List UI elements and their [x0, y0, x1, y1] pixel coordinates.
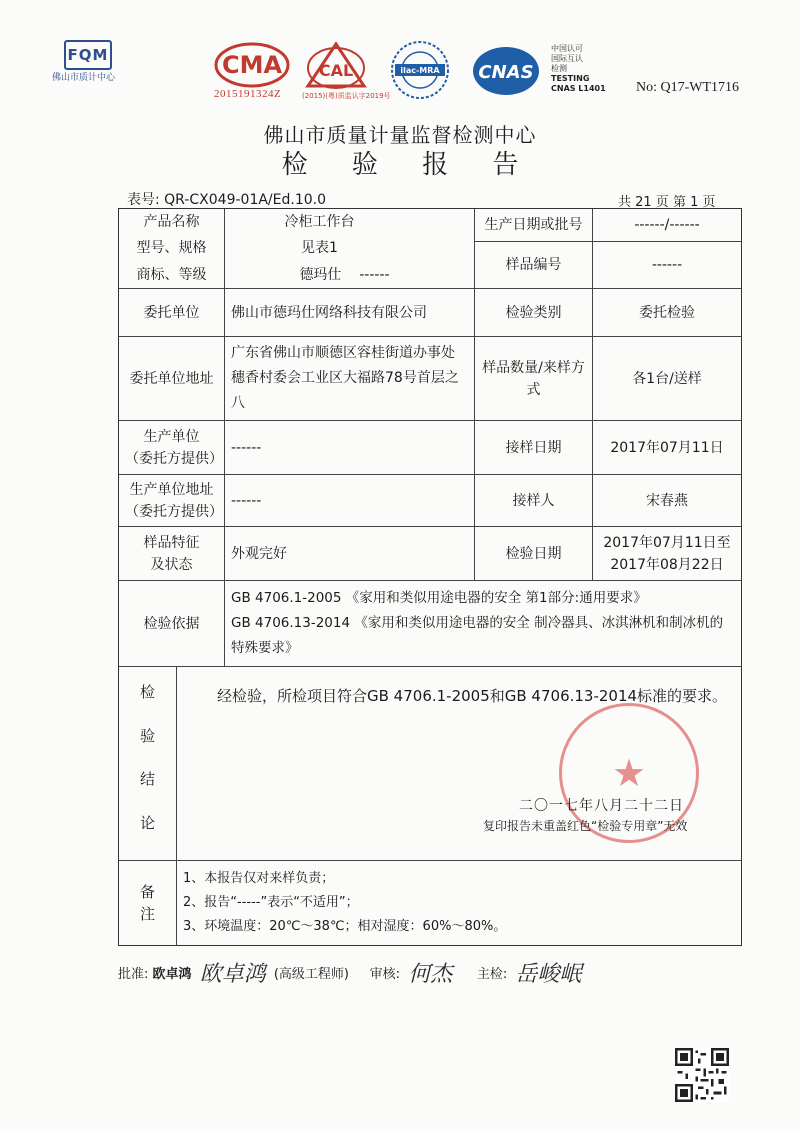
report-number: No: Q17-WT1716: [636, 80, 740, 95]
approve-label: 批准:: [118, 967, 149, 982]
copy-notice: 复印报告未重盖红色“检验专用章”无效: [483, 819, 688, 833]
basis-label: 检验依据: [119, 581, 225, 666]
reviewer-signature: 何杰: [408, 962, 453, 987]
remarks-body: [177, 861, 741, 945]
product-name-value: 冷柜工作台: [284, 214, 355, 231]
remarks-label: 备 注: [119, 861, 177, 945]
cnas-caption-en: TESTING CNAS L1401: [551, 74, 606, 93]
review-label: 审核:: [369, 967, 401, 982]
ilac-mra-logo: [389, 40, 451, 100]
sample-feature-value: 外观完好: [225, 527, 475, 580]
test-type-label: 检验类别: [475, 289, 593, 336]
manufacturer-address-row: [119, 475, 741, 527]
manufacturer-row: [119, 421, 741, 475]
cal-logo: [304, 40, 368, 90]
brand-label: 商标、等级: [136, 266, 207, 283]
cnas-caption-cn: 中国认可 国际互认 检测: [551, 44, 583, 73]
manufacturer-value: ------: [225, 421, 475, 474]
cal-mark: CAL: [318, 61, 354, 80]
client-label: 委托单位: [119, 289, 225, 336]
basis-standard-2: GB 4706.13-2014 《家用和类似用途电器的安全 制冷器具、冰淇淋机和制冰机的特殊要求》: [231, 615, 724, 656]
test-date-value: 2017年07月11日至 2017年08月22日: [603, 534, 731, 573]
remark-1: 1、本报告仅对来样负责；: [183, 871, 335, 886]
client-address-row: [119, 337, 741, 421]
prod-date-value: ------/------: [593, 209, 741, 242]
approver-title: (高级工程师): [273, 967, 349, 982]
fqm-caption: 佛山市质计中心: [52, 73, 116, 83]
product-right-labels: [475, 209, 593, 288]
stamp-star-icon: ★: [611, 751, 647, 795]
product-right-values: [593, 209, 741, 288]
fqm-logo: FQM: [64, 40, 112, 70]
remark-2: 2、报告“-----”表示“不适用”；: [183, 895, 359, 910]
inspector-signature: 岳峻岷: [515, 962, 582, 987]
client-address-value: 广东省佛山市顺德区容桂街道办事处穗香村委会工业区大福路78号首层之八: [225, 337, 475, 420]
conclusion-row: [119, 667, 741, 861]
manufacturer-label: 生产单位 （委托方提供）: [119, 421, 225, 474]
sample-no-value: ------: [651, 257, 683, 273]
basis-value: [225, 581, 741, 666]
client-row: [119, 289, 741, 337]
client-address-label: 委托单位地址: [119, 337, 225, 420]
approver-name: 欧卓鸿: [152, 967, 192, 982]
conclusion-text: 经检验，所检项目符合GB 4706.1-2005和GB 4706.13-2014标准的要求。: [217, 687, 728, 705]
cma-mark: CMA: [221, 51, 283, 79]
sample-feature-label: 样品特征 及状态: [119, 527, 225, 580]
receiver-label: 接样人: [475, 475, 593, 526]
manufacturer-address-label: 生产单位地址 （委托方提供）: [119, 475, 225, 526]
cnas-logo: [471, 44, 541, 98]
receive-date-label: 接样日期: [475, 421, 593, 474]
form-number: 表号: QR-CX049-01A/Ed.10.0: [127, 192, 327, 208]
sample-no-label: 样品编号: [505, 257, 562, 273]
cnas-mark: CNAS: [478, 62, 534, 83]
client-value: 佛山市德玛仕网络科技有限公司: [225, 289, 475, 336]
report-table: [118, 208, 742, 946]
sample-feature-row: [119, 527, 741, 581]
document-title: 检 验 报 告: [281, 150, 537, 180]
approver-signature: 欧卓鸿: [199, 962, 266, 987]
product-values: [225, 209, 475, 288]
receive-date-value: 2017年07月11日: [610, 439, 724, 456]
product-labels: [119, 209, 225, 288]
basis-standard-1: GB 4706.1-2005 《家用和类似用途电器的安全 第1部分:通用要求》: [231, 590, 647, 606]
signature-line: [118, 957, 585, 988]
conclusion-date: 二〇一七年八月二十二日: [519, 798, 684, 814]
cma-number: 2015191324Z: [214, 88, 282, 100]
model-value: 见表1: [301, 240, 338, 257]
ilac-mark: ilac-MRA: [400, 66, 440, 75]
qr-code-icon: [675, 1048, 729, 1102]
prod-date-label: 生产日期或批号: [475, 209, 592, 242]
sample-qty-label: 样品数量/来样方式: [475, 337, 593, 420]
receiver-value: 宋春燕: [646, 492, 688, 509]
organization-name: 佛山市质量计量监督检测中心: [263, 123, 537, 147]
product-name-label: 产品名称: [143, 214, 200, 231]
cma-logo: [214, 42, 290, 88]
brand-value: 德玛仕 ------: [299, 266, 390, 283]
basis-row: [119, 581, 741, 667]
sample-qty-value: 各1台/送样: [632, 370, 702, 387]
test-type-value: 委托检验: [639, 304, 695, 321]
conclusion-label: 检 验 结 论: [119, 667, 177, 860]
remarks-row: [119, 861, 741, 945]
cal-number: (2015)(粤)质监认字2019号: [302, 92, 391, 100]
remark-3: 3、环境温度：20℃～38℃；相对湿度：60%～80%。: [183, 919, 507, 934]
product-row: [119, 209, 741, 289]
test-date-label: 检验日期: [475, 527, 593, 580]
page-counter: 共 21 页 第 1 页: [618, 195, 716, 210]
manufacturer-address-value: ------: [225, 475, 475, 526]
model-label: 型号、规格: [136, 240, 207, 257]
inspect-label: 主检:: [476, 967, 508, 982]
conclusion-body: [177, 667, 741, 860]
